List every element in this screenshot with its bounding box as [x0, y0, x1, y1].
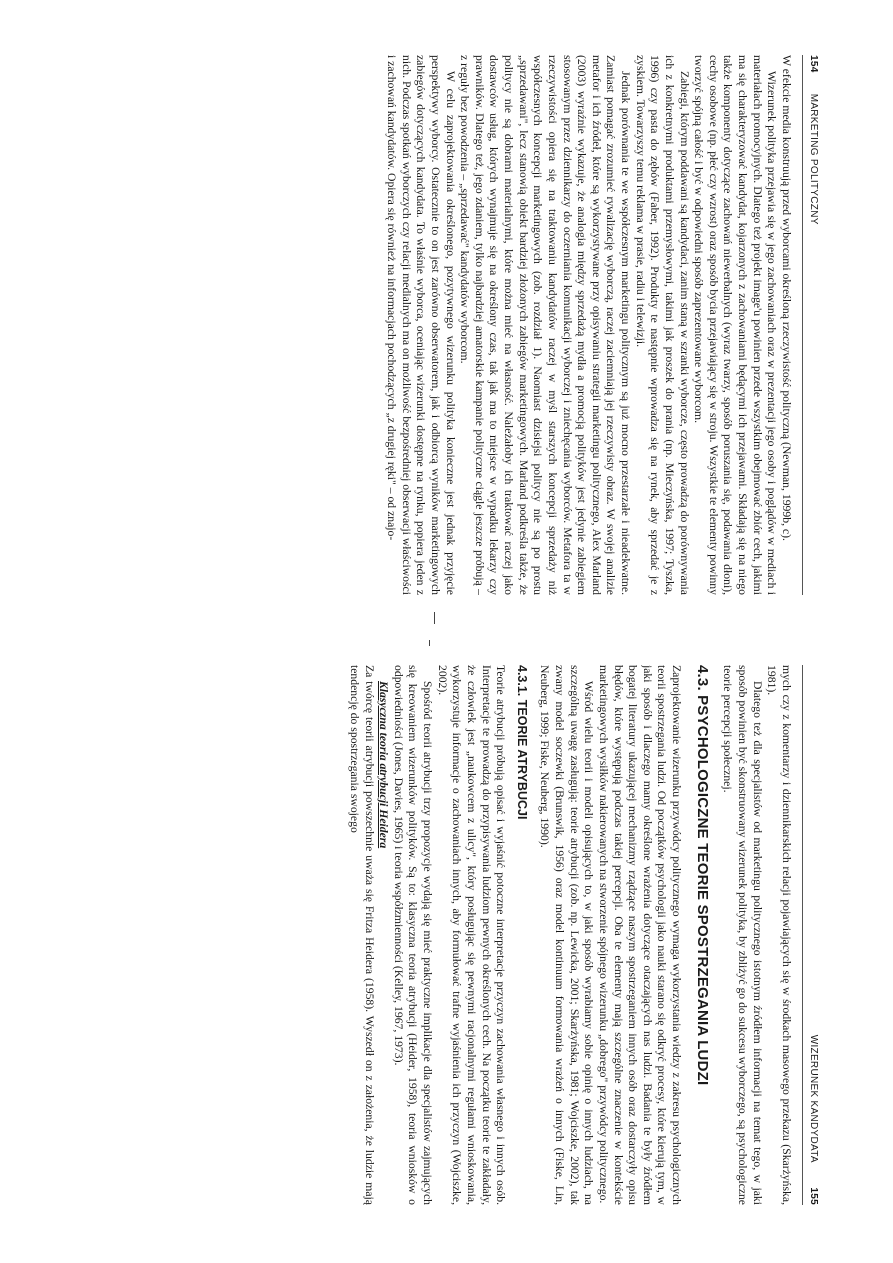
gutter-mark: [434, 612, 435, 624]
paragraph: Teorie atrybucji próbują opisać i wyjaśnić potoczne interpretacje przyczyn zachowania własnego i innych osób. Interpretacje te prowadzą do przypisywania ludziom pewnych określonych cech. Na początku teorie te zakładały, że człowiek jest „naukowcem z ulicy", który posługując się pewnymi racjonalnymi regułami wnioskowania, wykorzystuje informacje o zachowaniach innych, aby formułować trafne wyjaśnienia ich przyczyn (Wojciszke, 2002).: [435, 665, 508, 1205]
paragraph: Dlatego też dla specjalistów od marketingu politycznego istotnym źródłem informacji na temat tego, w jaki sposób powinien być skonstruowany wizerunek polityka, by zbliżyć go do sukcesu wyborczego, są psychologiczne teorie percepcji społecznej.: [721, 665, 764, 1205]
running-head-title-left: MARKETING POLITYCZNY: [808, 93, 819, 225]
left-page-body: [12, 55, 793, 595]
section-heading: 4.3. PSYCHOLOGICZNE TEORIE SPOSTRZEGANIA LUDZI: [693, 665, 711, 1086]
paragraph: W efekcie media konstruują przed wyborcami określoną rzeczywistość polityczną (Newman, 1999b, c).: [780, 55, 793, 541]
paragraph: Wizerunek polityka przejawia się w jego zachowaniach oraz w prezentacji jego osoby i poglądów w mediach i materiałach promocyjnych. Dlatego też projekt image'u powinien przede wszystkim obejmować zbiór cech, jakimi ma się charakteryzować kandydat, kojarzonych z zachowaniami będącymi ich przejawami. Składają się na niego także komponenty dotyczące zachowań niewerbalnych (wyraz twarzy, sposób poruszania się, podawania dłoni), cechy osobowe (np. płeć czy wzrost) oraz sposób bycia przejawiający się w stroju. Wszystkie te elementy powinny tworzyć spójną całość i być w odpowiedni sposób zaprezentowane wyborcom.: [692, 55, 779, 595]
gutter-mark: [429, 640, 430, 646]
paragraph: Za twórcę teorii atrybucji powszechnie uważa się Fritza Heidera (1958). Wyszedł on z założenia, że ludzie mają tendencję do spostrzegania swojego: [348, 665, 376, 1205]
paragraph: W celu zaprojektowania określonego, pozytywnego wizerunku polityka konieczne jest jednak przyjęcie perspektywy wyborcy. Ostatecznie to on jest zarówno obserwatorem, jak i odbiorcą wyników marketingowych zabiegów dotyczących kandydata. To właśnie wyborca, oceniając wizerunki dostępne na rynku, popiera jeden z nich. Podczas spotkań wyborczych czy relacji medialnych ma on możliwość bezpośredniej obserwacji właściwości i zachowań kandydatów. Opiera się również na informacjach pochodzących „z drugiej ręki" – od znajo-: [385, 55, 457, 595]
heider-heading: Klasyczna teoria atrybucji Heidera: [377, 681, 391, 849]
running-head-left: [802, 55, 819, 595]
right-page-body: [12, 665, 793, 1205]
subsection-heading: 4.3.1. TEORIE ATRYBUCJI: [514, 665, 529, 820]
paragraph: Zaprojektowanie wizerunku przywódcy politycznego wymaga wykorzystania wiedzy z zakresu psychologicznych teorii spostrzegania ludzi. Od początków psychologii jako nauki starano się odkryć procesy, które kierują tym, w jaki sposób i dlaczego mamy określone wrażenia dotyczące otaczających nas ludzi. Badania te były źródłem bogatej literatury ukazującej mechanizmy rządzące naszym spostrzeganiem innych osób oraz dostarczyły opisu błędów, które występują podczas takiej percepcji. Oba te elementy mają szczególne znaczenie w kontekście marketingowych wysiłków nakierowanych na stworzenie spójnego wizerunku „dobrego" przywódcy politycznego.: [597, 665, 684, 1205]
paragraph: mych czy z komentarzy i dziennikarskich relacji pojawiających się w środkach masowego przekazu (Skarżyńska, 1981).: [765, 665, 793, 1205]
running-head-title-right: WIZERUNEK KANDYDATA: [808, 1034, 819, 1163]
paragraph: Wśród wielu teorii i modeli opisujących to, w jaki sposób wyrabiamy sobie opinię o innych ludziach, na szczególną uwagę zasługują: teorie atrybucji (zob. np. Lewicka, 2001; Skarżyńska, 1981; Wojciszke, 2002), tak zwany model soczewki (Brunswik, 1956) oraz model kontinuum formowania wrażeń o innych (Fiske, Lin, Neuberg, 1999; Fiske, Neuberg, 1990).: [538, 665, 596, 1205]
paragraph: Spośród teorii atrybucji trzy propozycje wydają się mieć praktyczne implikacje dla specjalistów zajmujących się kreowaniem wizerunków polityków. Są to: klasyczna teoria atrybucji (Heider, 1958), teoria wniosków o odpowiedniości (Jones, Davies, 1965) i teoria współzmienności (Kelley, 1967, 1973).: [391, 665, 435, 1205]
left-page: [0, 55, 893, 595]
paragraph: Zabiegi, którym poddawani są kandydaci, zanim staną w szranki wyborcze, często prowadzą do porównywania ich z konkretnymi produktami przemysłowymi, takimi jak proszek do prania (np. Mieczyńska, 1997; Tyszka, 1996) czy pasta do zębów (Faber, 1992). Produkty te następnie wprowadza się na rynek, aby sprzedać je z zyskiem. Towarzyszy temu reklama w prasie, radiu i telewizji.: [633, 55, 691, 595]
page-number-left: 154: [808, 55, 819, 73]
paragraph: Jednak porównania te we współczesnym marketingu politycznym są już mocno przestarzałe i nieadekwatne. Zamiast pomagać zrozumieć rywalizację wyborczą, raczej zaciemniają jej rzeczywisty obraz. W swojej analizie metafor i ich źródeł, które są wykorzystywane przy opisywaniu strategii marketingu politycznego, Alex Marland (2003) wyraźnie wykazuje, że analogia między sprzedażą mydła a promocją polityków jest jedynie zabiegiem stosowanym przez dziennikarzy do oczerniania komunikacji wyborczej i zniechęcania wyborców. Metafora ta w rzeczywistości opiera się na traktowaniu kandydatów raczej w myśl starszych koncepcji sprzedaży niż współczesnych koncepcji marketingowych (zob. rozdział 1). Naomiast dzisiejsi politycy nie są po prostu „sprzedawani", lecz stanowią obiekt bardziej złożonych zabiegów marketingowych. Marland podkreśla także, że politycy nie są dobrami materialnymi, które można mieć na własność. Należałoby ich traktować raczej jako dostawców usług, których wynajmuje się na określony czas, tak jak ma to miejsce w wypadku lekarzy czy prawników. Dlatego też, jego zdaniem, tylko najbardziej amatorskie kampanie polityczne ciągle jeszcze próbują – z reguły bez powodzenia – „sprzedawać" kandydatów wyborcom.: [458, 55, 633, 595]
right-page: [0, 665, 893, 1205]
page-number-right: 155: [808, 1187, 819, 1205]
running-head-right: [802, 665, 819, 1205]
